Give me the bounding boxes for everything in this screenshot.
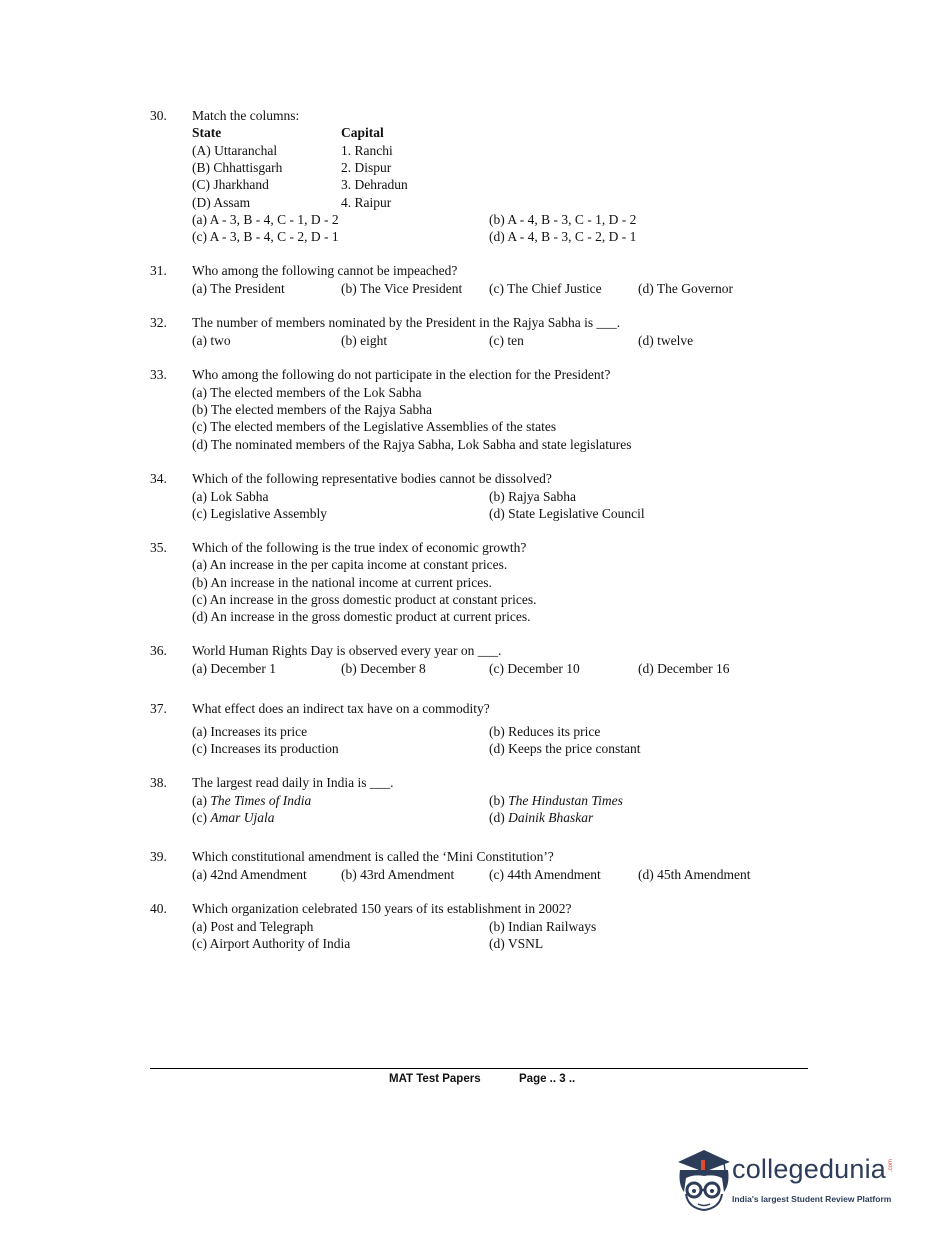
option-a: (a) A - 3, B - 4, C - 1, D - 2: [192, 212, 339, 227]
option-c: (c) The elected members of the Legislative Assemblies of the states: [192, 419, 557, 434]
question-text: The largest read daily in India is ___.: [192, 775, 394, 790]
mascot-icon: [672, 1148, 734, 1218]
option-d: (d) An increase in the gross domestic product at current prices.: [192, 609, 531, 624]
option-b: (b) December 8: [341, 661, 426, 676]
question-number: 38.: [150, 775, 167, 790]
match-right-2: 2. Dispur: [341, 160, 392, 175]
question-number: 40.: [150, 901, 167, 916]
question-number: 32.: [150, 315, 167, 330]
logo-wordmark: collegedunia: [732, 1154, 887, 1184]
option-a: (a) Post and Telegraph: [192, 919, 314, 934]
option-c: (c) The Chief Justice: [489, 281, 602, 296]
question-text: Which of the following representative bodies cannot be dissolved?: [192, 471, 552, 486]
option-b: (b) 43rd Amendment: [341, 867, 455, 882]
option-b: (b) Rajya Sabha: [489, 489, 576, 504]
option-a: (a) The elected members of the Lok Sabha: [192, 385, 422, 400]
option-c: (c) Airport Authority of India: [192, 936, 351, 951]
logo-domain-suffix: .com: [888, 1158, 894, 1172]
option-d: (d) State Legislative Council: [489, 506, 645, 521]
match-left-c: (C) Jharkhand: [192, 177, 269, 192]
question-number: 36.: [150, 643, 167, 658]
option-d: (d) 45th Amendment: [638, 867, 751, 882]
option-b: (b) The Hindustan Times: [489, 793, 623, 808]
option-a: (a) An increase in the per capita income at constant prices.: [192, 557, 508, 572]
question-text: Which constitutional amendment is called the ‘Mini Constitution’?: [192, 849, 554, 864]
question-text: Match the columns:: [192, 108, 300, 123]
option-c: (c) Increases its production: [192, 741, 339, 756]
column-header-capital: Capital: [341, 125, 384, 140]
option-b: (b) Reduces its price: [489, 724, 601, 739]
question-text: Who among the following do not participate in the election for the President?: [192, 367, 611, 382]
option-a: (a) two: [192, 333, 231, 348]
option-a: (a) Increases its price: [192, 724, 308, 739]
option-d: (d) Dainik Bhaskar: [489, 810, 594, 825]
option-a: (a) December 1: [192, 661, 276, 676]
footer-title: MAT Test Papers: [389, 1073, 481, 1085]
logo-tagline: India's largest Student Review Platform: [732, 1194, 892, 1204]
question-text: Which organization celebrated 150 years of its establishment in 2002?: [192, 901, 572, 916]
option-a: (a) The Times of India: [192, 793, 312, 808]
option-b: (b) The Vice President: [341, 281, 463, 296]
question-text: Who among the following cannot be impeached?: [192, 263, 458, 278]
option-d: (d) A - 4, B - 3, C - 2, D - 1: [489, 229, 637, 244]
option-c: (c) A - 3, B - 4, C - 2, D - 1: [192, 229, 339, 244]
option-b: (b) A - 4, B - 3, C - 1, D - 2: [489, 212, 637, 227]
match-right-4: 4. Raipur: [341, 195, 392, 210]
match-left-b: (B) Chhattisgarh: [192, 160, 283, 175]
question-number: 30.: [150, 108, 167, 123]
option-d: (d) The nominated members of the Rajya Sabha, Lok Sabha and state legislatures: [192, 437, 632, 452]
option-c: (c) December 10: [489, 661, 580, 676]
question-number: 33.: [150, 367, 167, 382]
question-number: 37.: [150, 701, 167, 716]
match-left-a: (A) Uttaranchal: [192, 143, 278, 158]
option-b: (b) The elected members of the Rajya Sabha: [192, 402, 433, 417]
option-a: (a) 42nd Amendment: [192, 867, 307, 882]
option-b: (b) Indian Railways: [489, 919, 597, 934]
option-c: (c) 44th Amendment: [489, 867, 601, 882]
option-d: (d) VSNL: [489, 936, 544, 951]
column-header-state: State: [192, 125, 222, 140]
match-right-3: 3. Dehradun: [341, 177, 408, 192]
option-c: (c) An increase in the gross domestic product at constant prices.: [192, 592, 537, 607]
option-b: (b) An increase in the national income at current prices.: [192, 575, 492, 590]
page-number: Page .. 3 ..: [519, 1073, 576, 1085]
match-right-1: 1. Ranchi: [341, 143, 393, 158]
question-text: The number of members nominated by the President in the Rajya Sabha is ___.: [192, 315, 621, 330]
collegedunia-logo: [672, 1148, 902, 1218]
question-text: World Human Rights Day is observed every year on ___.: [192, 643, 502, 658]
question-number: 39.: [150, 849, 167, 864]
option-d: (d) Keeps the price constant: [489, 741, 641, 756]
option-c: (c) ten: [489, 333, 524, 348]
question-number: 35.: [150, 540, 167, 555]
footer-divider: [150, 1068, 808, 1069]
option-d: (d) December 16: [638, 661, 730, 676]
option-a: (a) The President: [192, 281, 285, 296]
option-a: (a) Lok Sabha: [192, 489, 269, 504]
question-number: 31.: [150, 263, 167, 278]
question-text: Which of the following is the true index of economic growth?: [192, 540, 527, 555]
question-number: 34.: [150, 471, 167, 486]
option-c: (c) Legislative Assembly: [192, 506, 327, 521]
option-b: (b) eight: [341, 333, 388, 348]
option-d: (d) twelve: [638, 333, 694, 348]
question-text: What effect does an indirect tax have on a commodity?: [192, 701, 490, 716]
option-d: (d) The Governor: [638, 281, 733, 296]
option-c: (c) Amar Ujala: [192, 810, 275, 825]
match-left-d: (D) Assam: [192, 195, 251, 210]
